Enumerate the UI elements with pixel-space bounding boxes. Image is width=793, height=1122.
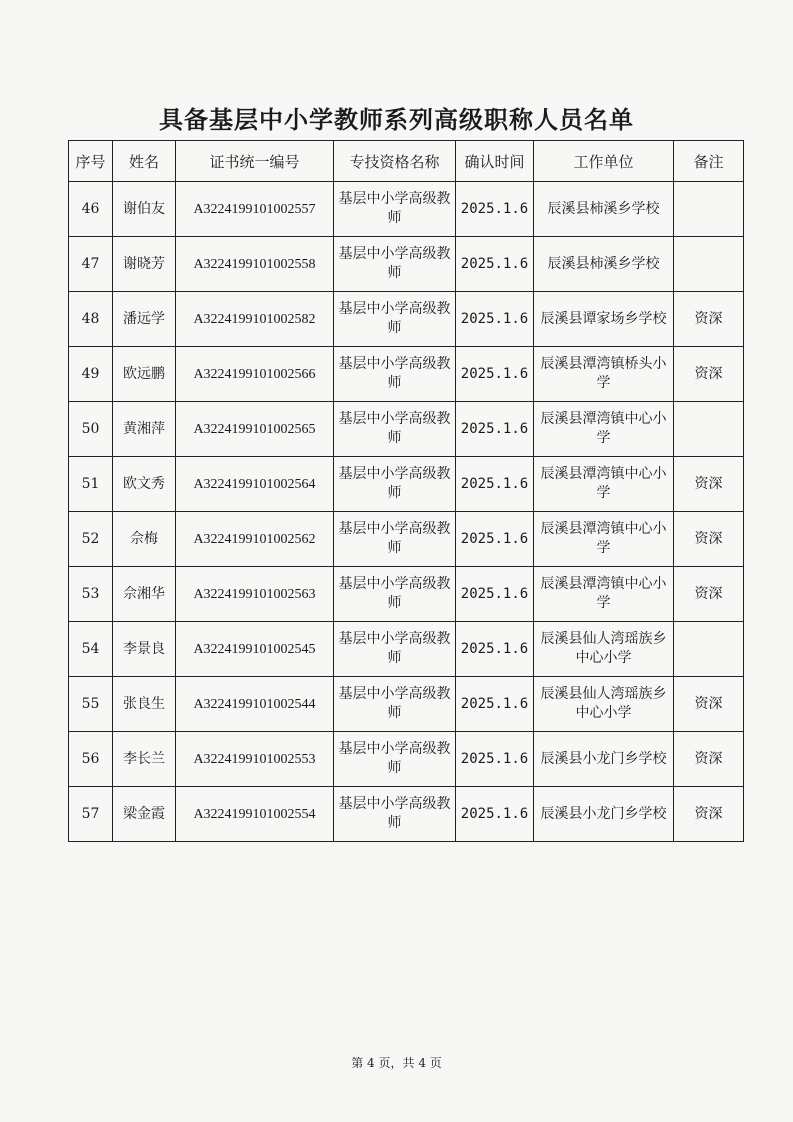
cell-name: 李景良 (113, 622, 176, 677)
cell-unit: 辰溪县谭家场乡学校 (534, 292, 674, 347)
cell-no: 48 (69, 292, 113, 347)
table-row (69, 457, 744, 512)
roster-table (68, 140, 744, 842)
cell-date: 2025.1.6 (456, 457, 534, 512)
cell-note: 资深 (674, 457, 744, 512)
cell-no: 57 (69, 787, 113, 842)
cell-note: 资深 (674, 787, 744, 842)
cell-name: 黄湘萍 (113, 402, 176, 457)
cell-qualification: 基层中小学高级教师 (334, 787, 456, 842)
cell-note (674, 237, 744, 292)
cell-cert: A3224199101002557 (176, 182, 334, 237)
cell-qualification: 基层中小学高级教师 (334, 622, 456, 677)
cell-date: 2025.1.6 (456, 402, 534, 457)
page-footer: 第 4 页，共 4 页 (351, 1056, 442, 1070)
cell-date: 2025.1.6 (456, 237, 534, 292)
cell-note (674, 622, 744, 677)
cell-name: 谢伯友 (113, 182, 176, 237)
table-row (69, 732, 744, 787)
cell-no: 56 (69, 732, 113, 787)
header-unit: 工作单位 (534, 141, 674, 182)
cell-qualification: 基层中小学高级教师 (334, 677, 456, 732)
cell-note: 资深 (674, 347, 744, 402)
cell-cert: A3224199101002558 (176, 237, 334, 292)
cell-note: 资深 (674, 567, 744, 622)
table-row (69, 182, 744, 237)
cell-unit: 辰溪县潭湾镇中心小学 (534, 402, 674, 457)
cell-unit: 辰溪县潭湾镇中心小学 (534, 457, 674, 512)
cell-unit: 辰溪县仙人湾瑶族乡中心小学 (534, 677, 674, 732)
cell-name: 梁金霞 (113, 787, 176, 842)
header-no: 序号 (69, 141, 113, 182)
table-row (69, 567, 744, 622)
cell-no: 54 (69, 622, 113, 677)
cell-note: 资深 (674, 732, 744, 787)
cell-unit: 辰溪县小龙门乡学校 (534, 787, 674, 842)
table-row (69, 237, 744, 292)
table-row (69, 787, 744, 842)
header-cert: 证书统一编号 (176, 141, 334, 182)
cell-cert: A3224199101002566 (176, 347, 334, 402)
cell-cert: A3224199101002544 (176, 677, 334, 732)
cell-note: 资深 (674, 512, 744, 567)
cell-no: 49 (69, 347, 113, 402)
cell-date: 2025.1.6 (456, 347, 534, 402)
cell-unit: 辰溪县小龙门乡学校 (534, 732, 674, 787)
cell-qualification: 基层中小学高级教师 (334, 567, 456, 622)
cell-name: 欧文秀 (113, 457, 176, 512)
header-name: 姓名 (113, 141, 176, 182)
cell-name: 佘梅 (113, 512, 176, 567)
cell-qualification: 基层中小学高级教师 (334, 457, 456, 512)
cell-date: 2025.1.6 (456, 512, 534, 567)
cell-no: 47 (69, 237, 113, 292)
cell-unit: 辰溪县柿溪乡学校 (534, 182, 674, 237)
cell-qualification: 基层中小学高级教师 (334, 292, 456, 347)
table-row (69, 677, 744, 732)
cell-no: 53 (69, 567, 113, 622)
header-row (69, 141, 744, 182)
cell-date: 2025.1.6 (456, 732, 534, 787)
header-qualification: 专技资格名称 (334, 141, 456, 182)
cell-cert: A3224199101002565 (176, 402, 334, 457)
cell-date: 2025.1.6 (456, 567, 534, 622)
cell-cert: A3224199101002553 (176, 732, 334, 787)
cell-date: 2025.1.6 (456, 292, 534, 347)
header-note: 备注 (674, 141, 744, 182)
table-row (69, 292, 744, 347)
cell-date: 2025.1.6 (456, 182, 534, 237)
cell-cert: A3224199101002564 (176, 457, 334, 512)
cell-no: 50 (69, 402, 113, 457)
cell-name: 欧远鹏 (113, 347, 176, 402)
cell-cert: A3224199101002582 (176, 292, 334, 347)
cell-no: 51 (69, 457, 113, 512)
cell-note: 资深 (674, 292, 744, 347)
cell-qualification: 基层中小学高级教师 (334, 512, 456, 567)
table-row (69, 347, 744, 402)
cell-name: 潘远学 (113, 292, 176, 347)
cell-qualification: 基层中小学高级教师 (334, 237, 456, 292)
cell-unit: 辰溪县潭湾镇中心小学 (534, 512, 674, 567)
cell-name: 佘湘华 (113, 567, 176, 622)
cell-note (674, 182, 744, 237)
cell-date: 2025.1.6 (456, 787, 534, 842)
cell-unit: 辰溪县潭湾镇桥头小学 (534, 347, 674, 402)
header-date: 确认时间 (456, 141, 534, 182)
document-title: 具备基层中小学教师系列高级职称人员名单 (159, 106, 634, 134)
cell-name: 李长兰 (113, 732, 176, 787)
cell-unit: 辰溪县潭湾镇中心小学 (534, 567, 674, 622)
cell-unit: 辰溪县柿溪乡学校 (534, 237, 674, 292)
cell-cert: A3224199101002545 (176, 622, 334, 677)
cell-cert: A3224199101002554 (176, 787, 334, 842)
cell-cert: A3224199101002563 (176, 567, 334, 622)
cell-name: 谢晓芳 (113, 237, 176, 292)
cell-note: 资深 (674, 677, 744, 732)
cell-date: 2025.1.6 (456, 622, 534, 677)
cell-qualification: 基层中小学高级教师 (334, 732, 456, 787)
table-row (69, 622, 744, 677)
cell-note (674, 402, 744, 457)
cell-no: 52 (69, 512, 113, 567)
cell-no: 46 (69, 182, 113, 237)
cell-cert: A3224199101002562 (176, 512, 334, 567)
cell-qualification: 基层中小学高级教师 (334, 347, 456, 402)
cell-unit: 辰溪县仙人湾瑶族乡中心小学 (534, 622, 674, 677)
cell-qualification: 基层中小学高级教师 (334, 182, 456, 237)
table-row (69, 512, 744, 567)
cell-no: 55 (69, 677, 113, 732)
cell-name: 张良生 (113, 677, 176, 732)
table-row (69, 402, 744, 457)
cell-date: 2025.1.6 (456, 677, 534, 732)
cell-qualification: 基层中小学高级教师 (334, 402, 456, 457)
